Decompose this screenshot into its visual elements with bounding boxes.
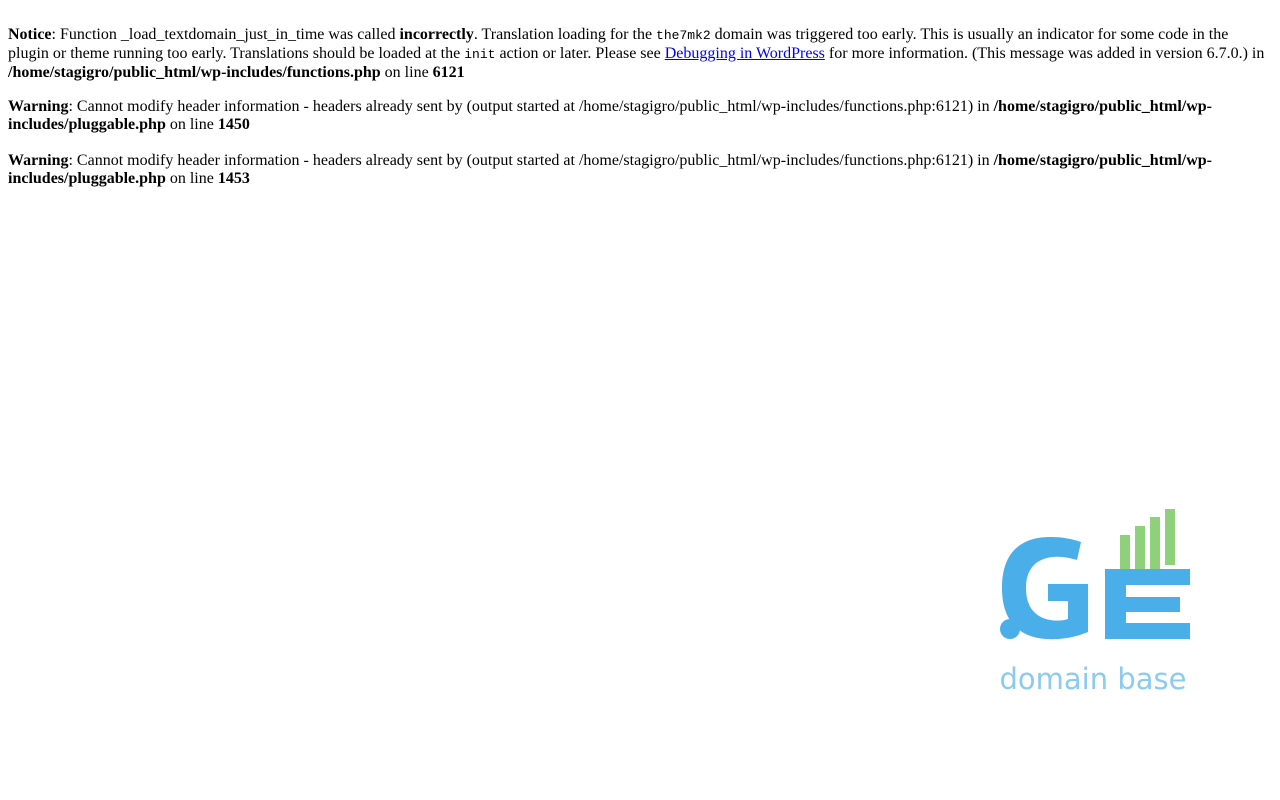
notice-on-line: on line (380, 64, 433, 81)
debugging-link[interactable]: Debugging in WordPress (664, 45, 825, 62)
warning-line-number: 1450 (217, 116, 250, 133)
notice-line-number: 6121 (432, 64, 465, 81)
warning-on-line: on line (165, 170, 218, 187)
notice-message (8, 26, 1272, 82)
notice-file: /home/stagigro/public_html/wp-includes/functions.php (8, 64, 381, 81)
logo-graphic (990, 505, 1200, 700)
domain-base-logo (990, 505, 1200, 700)
warning-line-number: 1453 (217, 170, 250, 187)
notice-text-1: : Function _load_textdomain_just_in_time was called (51, 26, 400, 43)
logo-letter-g (1002, 537, 1088, 639)
warning-text: : Cannot modify header information - headers already sent by (output started at /home/stagigro/public_html/wp-includes/functions.php:6121) in (68, 98, 994, 115)
logo-bar-3 (1150, 517, 1160, 571)
warning-file: /home/stagigro/public_html/wp-includes/pluggable.php (8, 152, 1212, 187)
logo-letter-e (1105, 569, 1190, 639)
notice-text-3: domain was triggered too early. This is usually an indicator for some code in the plugin or theme running too early. Translations should be loaded at the (8, 26, 1229, 62)
logo-tagline: domain base (999, 662, 1187, 696)
notice-text-5: for more information. (This message was added in version 6.7.0.) in (824, 45, 1265, 62)
notice-emphasis: incorrectly (399, 26, 474, 43)
warning-text: : Cannot modify header information - headers already sent by (output started at /home/stagigro/public_html/wp-includes/functions.php:6121) in (68, 152, 994, 169)
notice-text-2: . Translation loading for the (473, 26, 657, 43)
warning-label: Warning (8, 98, 69, 115)
warning-file: /home/stagigro/public_html/wp-includes/pluggable.php (8, 98, 1212, 133)
notice-text-4: action or later. Please see (495, 45, 665, 62)
warning-message-1 (8, 98, 1272, 134)
warning-on-line: on line (165, 116, 218, 133)
warning-message-2 (8, 152, 1272, 188)
notice-label: Notice (8, 26, 52, 43)
logo-bar-4 (1165, 509, 1175, 565)
notice-domain-code: the7mk2 (656, 28, 711, 43)
warning-label: Warning (8, 152, 69, 169)
notice-init-code: init (464, 47, 496, 62)
